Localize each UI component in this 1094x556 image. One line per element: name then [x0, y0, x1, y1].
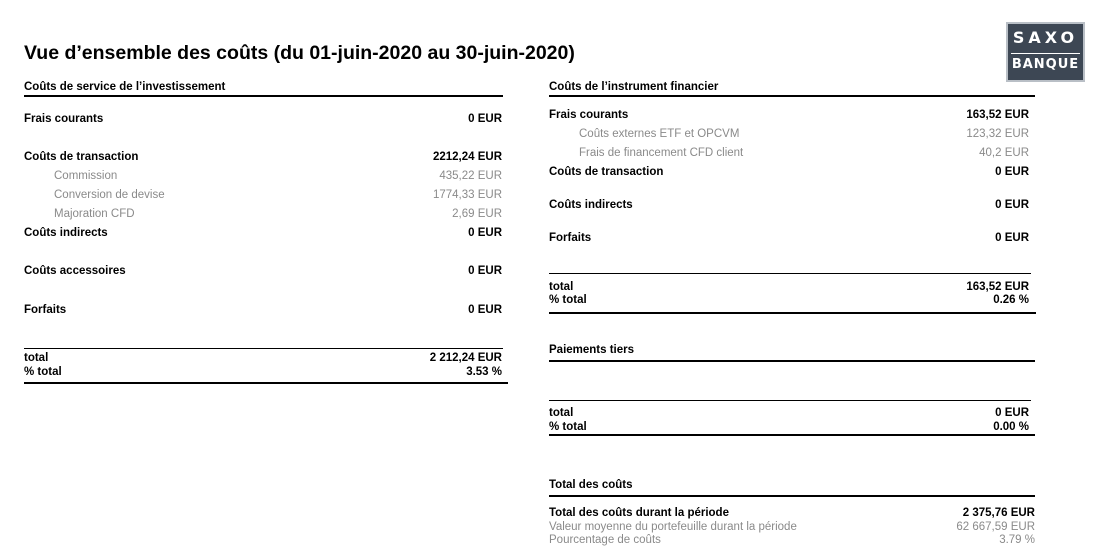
- tiers-pct-value: 0.00 %: [993, 421, 1029, 433]
- right-indirects-value: 0 EUR: [995, 199, 1029, 211]
- right-section-title: Coûts de l’instrument financier: [549, 81, 719, 93]
- right-transaction-value: 0 EUR: [995, 166, 1029, 178]
- left-indirects-value: 0 EUR: [468, 227, 502, 239]
- left-frais-courants-label: Frais courants: [24, 113, 104, 125]
- left-forfaits-value: 0 EUR: [468, 304, 502, 316]
- left-header-rule: [24, 95, 503, 97]
- summary-pct-label: Pourcentage de coûts: [549, 534, 661, 546]
- summary-header-rule: [549, 495, 1035, 497]
- right-frais-courants-value: 163,52 EUR: [966, 109, 1029, 121]
- left-total-top-rule: [24, 348, 503, 349]
- right-forfaits-label: Forfaits: [549, 232, 592, 244]
- right-transaction-label: Coûts de transaction: [549, 166, 664, 178]
- summary-avg-value: 62 667,59 EUR: [956, 521, 1035, 533]
- tiers-header-rule: [549, 360, 1035, 362]
- right-indirects-label: Coûts indirects: [549, 199, 633, 211]
- left-conversion-label: Conversion de devise: [54, 189, 165, 201]
- left-forfaits-label: Forfaits: [24, 304, 67, 316]
- right-forfaits-value: 0 EUR: [995, 232, 1029, 244]
- logo-line2: BANQUE: [1011, 57, 1080, 72]
- tiers-title: Paiements tiers: [549, 344, 635, 356]
- right-etf-value: 123,32 EUR: [966, 128, 1029, 140]
- left-accessoires-value: 0 EUR: [468, 265, 502, 277]
- left-total-bottom-rule: [24, 382, 508, 384]
- tiers-total-value: 0 EUR: [995, 407, 1029, 419]
- left-pct-label: % total: [24, 366, 62, 378]
- left-indirects-label: Coûts indirects: [24, 227, 108, 239]
- left-total-value: 2 212,24 EUR: [429, 352, 502, 364]
- left-transaction-label: Coûts de transaction: [24, 151, 139, 163]
- left-conversion-value: 1774,33 EUR: [432, 189, 502, 201]
- right-pct-value: 0.26 %: [993, 294, 1029, 306]
- left-pct-value: 3.53 %: [466, 366, 502, 378]
- right-cfd-label: Frais de financement CFD client: [579, 147, 744, 159]
- left-transaction-value: 2212,24 EUR: [432, 151, 502, 163]
- tiers-total-label: total: [549, 407, 574, 419]
- logo-divider: [1011, 53, 1080, 54]
- right-total-label: total: [549, 281, 574, 293]
- right-total-bottom-rule: [549, 312, 1036, 314]
- saxo-banque-logo: [1006, 22, 1085, 82]
- right-pct-label: % total: [549, 294, 587, 306]
- right-etf-label: Coûts externes ETF et OPCVM: [579, 128, 740, 140]
- tiers-bottom-rule: [549, 434, 1035, 436]
- right-total-value: 163,52 EUR: [966, 281, 1029, 293]
- right-cfd-value: 40,2 EUR: [979, 147, 1029, 159]
- left-majoration-value: 2,69 EUR: [452, 208, 502, 220]
- left-total-label: total: [24, 352, 49, 364]
- left-commission-value: 435,22 EUR: [439, 170, 502, 182]
- summary-avg-label: Valeur moyenne du portefeuille durant la période: [549, 521, 797, 533]
- right-total-top-rule: [549, 273, 1031, 274]
- logo-line1: SAXO: [1012, 28, 1079, 47]
- summary-period-label: Total des coûts durant la période: [549, 507, 729, 519]
- tiers-pct-label: % total: [549, 421, 587, 433]
- left-commission-label: Commission: [54, 170, 118, 182]
- left-accessoires-label: Coûts accessoires: [24, 265, 126, 277]
- left-frais-courants-value: 0 EUR: [468, 113, 502, 125]
- left-majoration-label: Majoration CFD: [54, 208, 135, 220]
- right-frais-courants-label: Frais courants: [549, 109, 629, 121]
- page-title: Vue d’ensemble des coûts (du 01-juin-2020 au 30-juin-2020): [24, 42, 575, 64]
- summary-title: Total des coûts: [549, 479, 633, 491]
- summary-pct-value: 3.79 %: [999, 534, 1035, 546]
- summary-period-value: 2 375,76 EUR: [962, 507, 1035, 519]
- tiers-total-top-rule: [549, 400, 1031, 401]
- right-header-rule: [549, 95, 1035, 97]
- left-section-title: Coûts de service de l’investissement: [24, 81, 226, 93]
